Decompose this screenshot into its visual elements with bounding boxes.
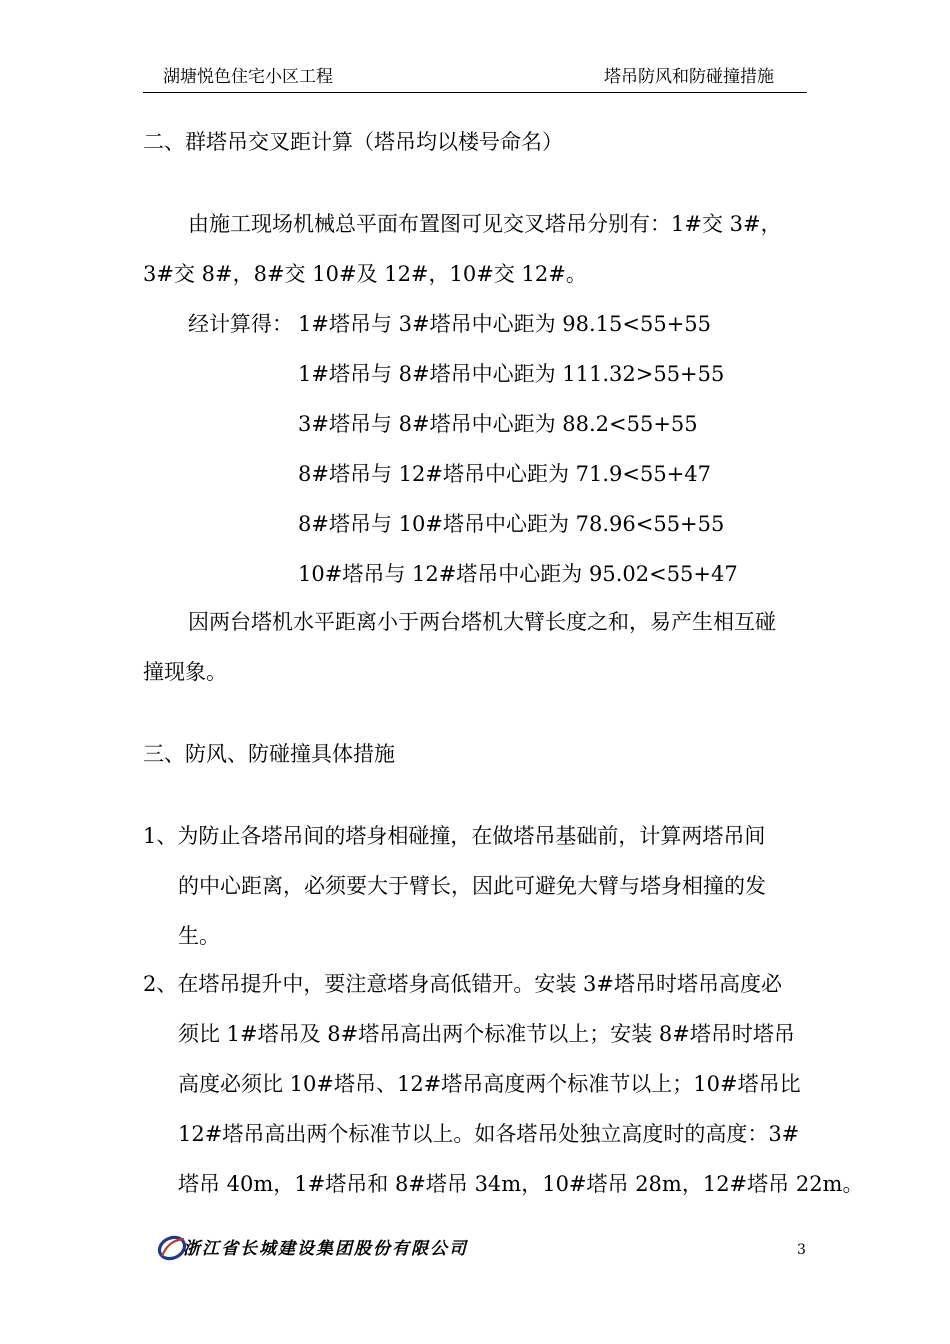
calc-line: 1#塔吊与 3#塔吊中心距为 98.15<55+55: [298, 312, 712, 336]
item-2-line: 须比 1#塔吊及 8#塔吊高出两个标准节以上；安装 8#塔吊时塔吊: [178, 1022, 795, 1046]
intro-line-1: 由施工现场机械总平面布置图可见交叉塔吊分别有：1#交 3#，: [188, 212, 782, 236]
section-2-title: 二、群塔吊交叉距计算（塔吊均以楼号命名）: [143, 130, 563, 154]
calc-line: 8#塔吊与 10#塔吊中心距为 78.96<55+55: [298, 512, 725, 536]
conclusion-line-2: 撞现象。: [143, 660, 227, 684]
item-1-line: 的中心距离，必须要大于臂长，因此可避免大臂与塔身相撞的发: [178, 874, 766, 898]
item-2-line: 2、在塔吊提升中，要注意塔身高低错开。安装 3#塔吊时塔吊高度必: [143, 972, 782, 996]
item-1-line: 1、为防止各塔吊间的塔身相碰撞，在做塔吊基础前，计算两塔吊间: [143, 824, 766, 848]
header-project-name: 湖塘悦色住宅小区工程: [163, 67, 333, 87]
item-2-line: 塔吊 40m，1#塔吊和 8#塔吊 34m，10#塔吊 28m，12#塔吊 22m。: [178, 1172, 864, 1196]
calc-line: 1#塔吊与 8#塔吊中心距为 111.32>55+55: [298, 362, 725, 386]
footer-company-name: 浙江省长城建设集团股份有限公司: [183, 1239, 468, 1259]
conclusion-line-1: 因两台塔机水平距离小于两台塔机大臂长度之和，易产生相互碰: [188, 610, 776, 634]
header-rule: [143, 92, 807, 93]
page-number: 3: [797, 1242, 806, 1258]
section-3-title: 三、防风、防碰撞具体措施: [143, 742, 395, 766]
header-doc-title: 塔吊防风和防碰撞措施: [604, 67, 774, 87]
item-1-line: 生。: [178, 924, 220, 948]
calc-line: 3#塔吊与 8#塔吊中心距为 88.2<55+55: [298, 412, 698, 436]
intro-line-2: 3#交 8#，8#交 10#及 12#，10#交 12#。: [143, 262, 587, 286]
item-2-line: 高度必须比 10#塔吊、12#塔吊高度两个标准节以上；10#塔吊比: [178, 1072, 801, 1096]
calc-prefix: 经计算得：: [188, 312, 293, 336]
calc-line: 10#塔吊与 12#塔吊中心距为 95.02<55+47: [298, 562, 738, 586]
calc-line: 8#塔吊与 12#塔吊中心距为 71.9<55+47: [298, 462, 712, 486]
item-2-line: 12#塔吊高出两个标准节以上。如各塔吊处独立高度时的高度：3#: [178, 1122, 800, 1146]
